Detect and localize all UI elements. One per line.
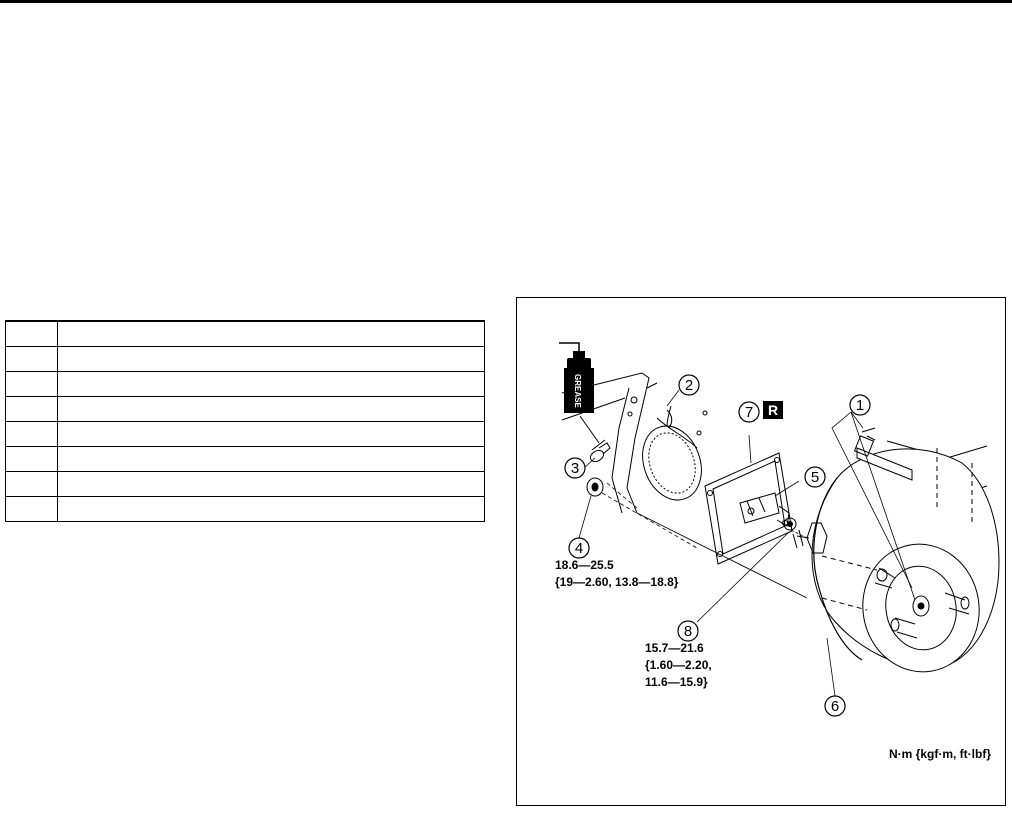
part-number-cell [6,496,58,521]
torque-4-line1: 18.6—25.5 [555,558,614,572]
part-number-cell [6,471,58,496]
torque-4-line2: {19—2.60, 13.8—18.8} [555,575,679,589]
replace-badge [763,401,783,419]
svg-text:7: 7 [744,404,754,421]
callout-7 [739,402,759,422]
torque-8-line3: 11.6—15.9} [645,675,708,689]
table-row [6,471,485,496]
part-number-cell [6,371,58,396]
callout-2 [679,375,699,395]
table-row [6,496,485,521]
svg-text:4: 4 [574,540,584,557]
svg-text:5: 5 [810,469,820,486]
callout-8 [678,621,698,641]
table-row [6,371,485,396]
svg-text:R: R [767,402,779,418]
part-number-cell [6,346,58,371]
part-name-cell [58,496,485,521]
callout-3 [565,458,585,478]
figure-frame [516,297,1006,806]
grease-can-icon [559,343,599,443]
washer-part [587,478,603,496]
fork-part [740,493,796,530]
table-row [6,346,485,371]
part-name-cell [58,471,485,496]
part-name-cell [58,421,485,446]
torque-8-line2: {1.60—2.20, [645,658,712,672]
part-number-cell [6,396,58,421]
units-label: N·m {kgf·m, ft·lbf} [889,747,991,761]
callout-4 [569,538,589,558]
part-number-cell [6,421,58,446]
svg-text:8: 8 [683,623,693,640]
brake-booster-diagram [517,298,1007,807]
table-row [6,421,485,446]
table-row [6,446,485,471]
part-name-cell [58,396,485,421]
callout-1 [850,395,870,415]
grease-label: GREASE [573,374,582,408]
part-name-cell [58,371,485,396]
callout-6 [825,696,845,716]
svg-text:6: 6 [830,698,840,715]
gasket-part [705,453,792,564]
svg-text:1: 1 [855,397,865,414]
part-number-cell [6,446,58,471]
part-number-cell [6,321,58,346]
table-row [6,396,485,421]
table-row [6,321,485,346]
callout-5 [805,467,825,487]
svg-text:2: 2 [684,377,694,394]
top-rule [0,0,1012,3]
torque-8-line1: 15.7—21.6 [645,641,704,655]
brake-booster-part [793,448,999,681]
part-name-cell [58,446,485,471]
part-name-cell [58,346,485,371]
pin-part [667,406,672,428]
parts-table [5,320,485,522]
part-name-cell [58,321,485,346]
clevis-pin-part [588,440,610,464]
svg-text:3: 3 [570,460,580,477]
